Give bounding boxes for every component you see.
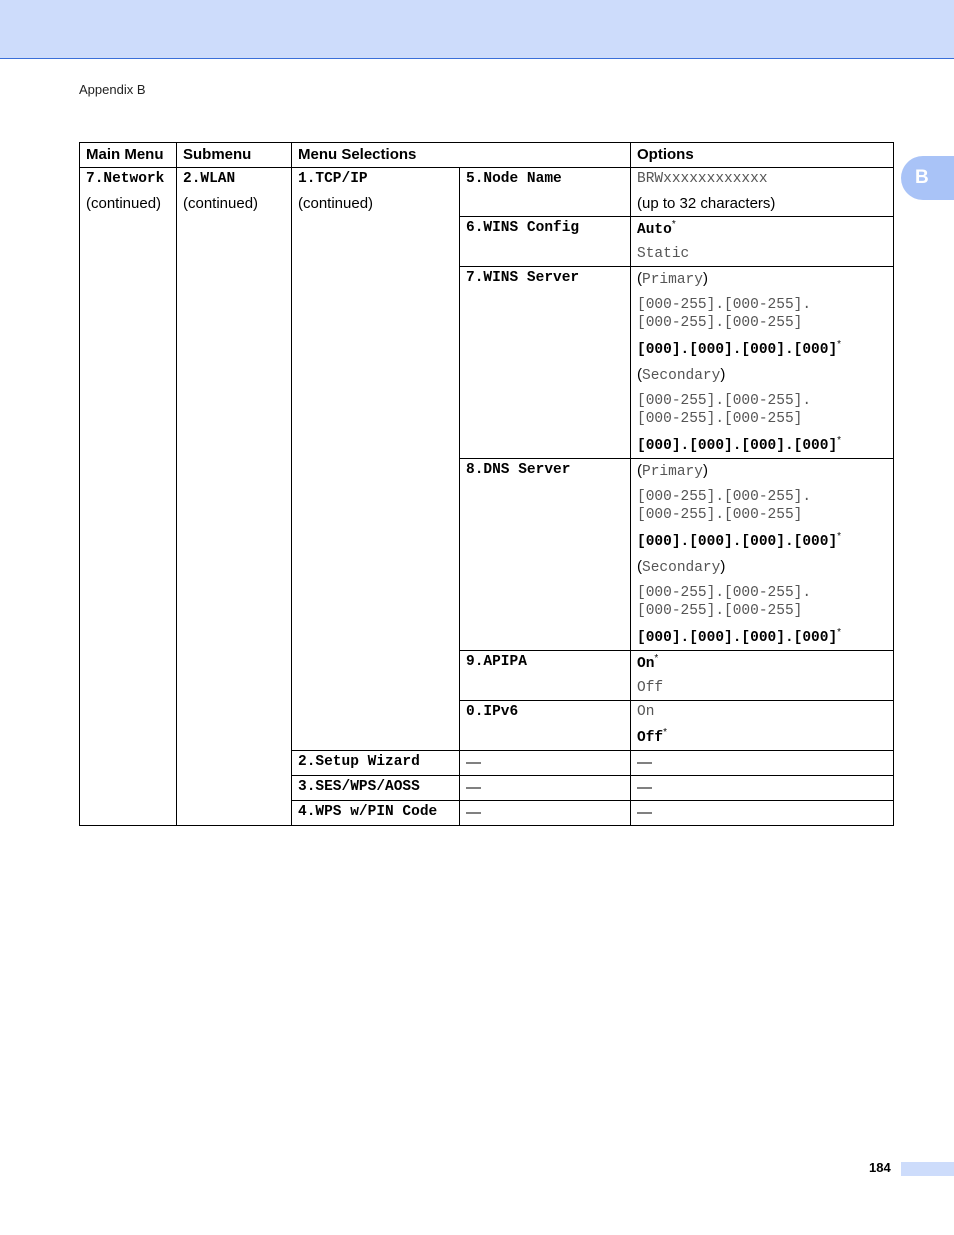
- wins-primary-range-b: [000-255].[000-255]: [637, 315, 803, 331]
- apipa-label: 9.APIPA: [466, 654, 527, 670]
- wps-pin-sub-cell: [460, 801, 631, 826]
- default-marker: *: [671, 219, 676, 230]
- node-name-options-cell: [631, 168, 894, 217]
- wins-secondary-range-b: [000-255].[000-255]: [637, 411, 803, 427]
- ipv6-label-cell: [460, 701, 631, 751]
- wins-primary-range-a: [000-255].[000-255].: [637, 297, 812, 313]
- ses-wps-sub-cell: [460, 776, 631, 801]
- submenu-value: 2.WLAN: [183, 171, 236, 187]
- wins-server-label-cell: [460, 267, 631, 459]
- header-options: Options: [631, 143, 894, 168]
- header-main-menu: Main Menu: [80, 143, 177, 168]
- dns-primary-range-b: [000-255].[000-255]: [637, 507, 803, 523]
- dns-secondary-range-b: [000-255].[000-255]: [637, 603, 803, 619]
- empty-dash: —: [637, 754, 653, 771]
- default-marker: *: [837, 435, 842, 446]
- wins-config-label-cell: [460, 217, 631, 267]
- default-marker: *: [663, 727, 668, 738]
- node-name-default: BRWxxxxxxxxxxxx: [637, 171, 768, 187]
- appendix-tab: B: [901, 156, 954, 200]
- ipv6-on: On: [637, 704, 655, 720]
- node-name-label-cell: [460, 168, 631, 217]
- dns-primary: Primary: [642, 464, 703, 480]
- apipa-options-cell: [631, 651, 894, 701]
- wps-pin-label: 4.WPS w/PIN Code: [298, 804, 438, 820]
- selection-cell: [292, 168, 460, 751]
- main-menu-note: (continued): [86, 195, 162, 212]
- setup-wizard-cell: [292, 751, 460, 776]
- section-header: Appendix B: [79, 82, 146, 97]
- default-marker: *: [837, 339, 842, 350]
- apipa-label-cell: [460, 651, 631, 701]
- wins-secondary-default: [000].[000].[000].[000]: [637, 438, 838, 454]
- menu-table: [79, 142, 894, 826]
- node-name-limit: (up to 32 characters): [637, 195, 776, 212]
- wins-config-label: 6.WINS Config: [466, 220, 580, 236]
- main-menu-value: 7.Network: [86, 171, 165, 187]
- wins-config-options-cell: [631, 217, 894, 267]
- dns-primary-default: [000].[000].[000].[000]: [637, 534, 838, 550]
- setup-wizard-sub-cell: [460, 751, 631, 776]
- wins-primary-default: [000].[000].[000].[000]: [637, 342, 838, 358]
- header-submenu: Submenu: [177, 143, 292, 168]
- selection-value: 1.TCP/IP: [298, 171, 368, 187]
- dns-server-options-cell: (Primary) [000-255].[000-255]. [000-255].[000-255] [000].[000].[000].[000]* (Secondary) [000-255].[000-255]. [000-255].[000-255] [000].[000].[000].[000]*: [631, 459, 894, 651]
- main-menu-cell: [80, 168, 177, 826]
- setup-wizard-label: 2.Setup Wizard: [298, 754, 420, 770]
- ses-wps-options-cell: [631, 776, 894, 801]
- wins-secondary: Secondary: [642, 368, 721, 384]
- ipv6-label: 0.IPv6: [466, 704, 519, 720]
- dns-server-label-cell: [460, 459, 631, 651]
- wins-primary: Primary: [642, 272, 703, 288]
- wins-server-label: 7.WINS Server: [466, 270, 580, 286]
- wps-pin-options-cell: [631, 801, 894, 826]
- selection-note: (continued): [298, 195, 374, 212]
- header-menu-selections: Menu Selections: [292, 143, 631, 168]
- submenu-cell: [177, 168, 292, 826]
- submenu-note: (continued): [183, 195, 259, 212]
- empty-dash: —: [466, 804, 481, 821]
- page-number: 184: [869, 1160, 891, 1175]
- apipa-on: On: [637, 656, 655, 672]
- dns-secondary-range-a: [000-255].[000-255].: [637, 585, 812, 601]
- dns-secondary-default: [000].[000].[000].[000]: [637, 630, 838, 646]
- apipa-off: Off: [637, 680, 664, 696]
- empty-dash: —: [466, 754, 481, 771]
- wins-server-options-cell: (Primary) [000-255].[000-255]. [000-255].[000-255] [000].[000].[000].[000]* (Secondary) [000-255].[000-255]. [000-255].[000-255] [000].[000].[000].[000]*: [631, 267, 894, 459]
- ses-wps-label: 3.SES/WPS/AOSS: [298, 779, 420, 795]
- ipv6-options-cell: [631, 701, 894, 751]
- default-marker: *: [654, 653, 659, 664]
- table-header-row: [80, 143, 894, 168]
- table-row: [80, 168, 894, 217]
- dns-primary-range-a: [000-255].[000-255].: [637, 489, 812, 505]
- ses-wps-cell: [292, 776, 460, 801]
- node-name-label: 5.Node Name: [466, 171, 562, 187]
- dns-secondary: Secondary: [642, 560, 721, 576]
- wins-config-auto: Auto: [637, 222, 672, 238]
- empty-dash: —: [637, 804, 653, 821]
- wins-secondary-range-a: [000-255].[000-255].: [637, 393, 812, 409]
- footer-bar: [901, 1162, 954, 1176]
- default-marker: *: [837, 627, 842, 638]
- wins-config-static: Static: [637, 246, 690, 262]
- setup-wizard-options-cell: [631, 751, 894, 776]
- wps-pin-cell: [292, 801, 460, 826]
- default-marker: *: [837, 531, 842, 542]
- empty-dash: —: [466, 779, 481, 796]
- top-banner: [0, 0, 954, 59]
- empty-dash: —: [637, 779, 653, 796]
- ipv6-off: Off: [637, 730, 664, 746]
- dns-server-label: 8.DNS Server: [466, 462, 571, 478]
